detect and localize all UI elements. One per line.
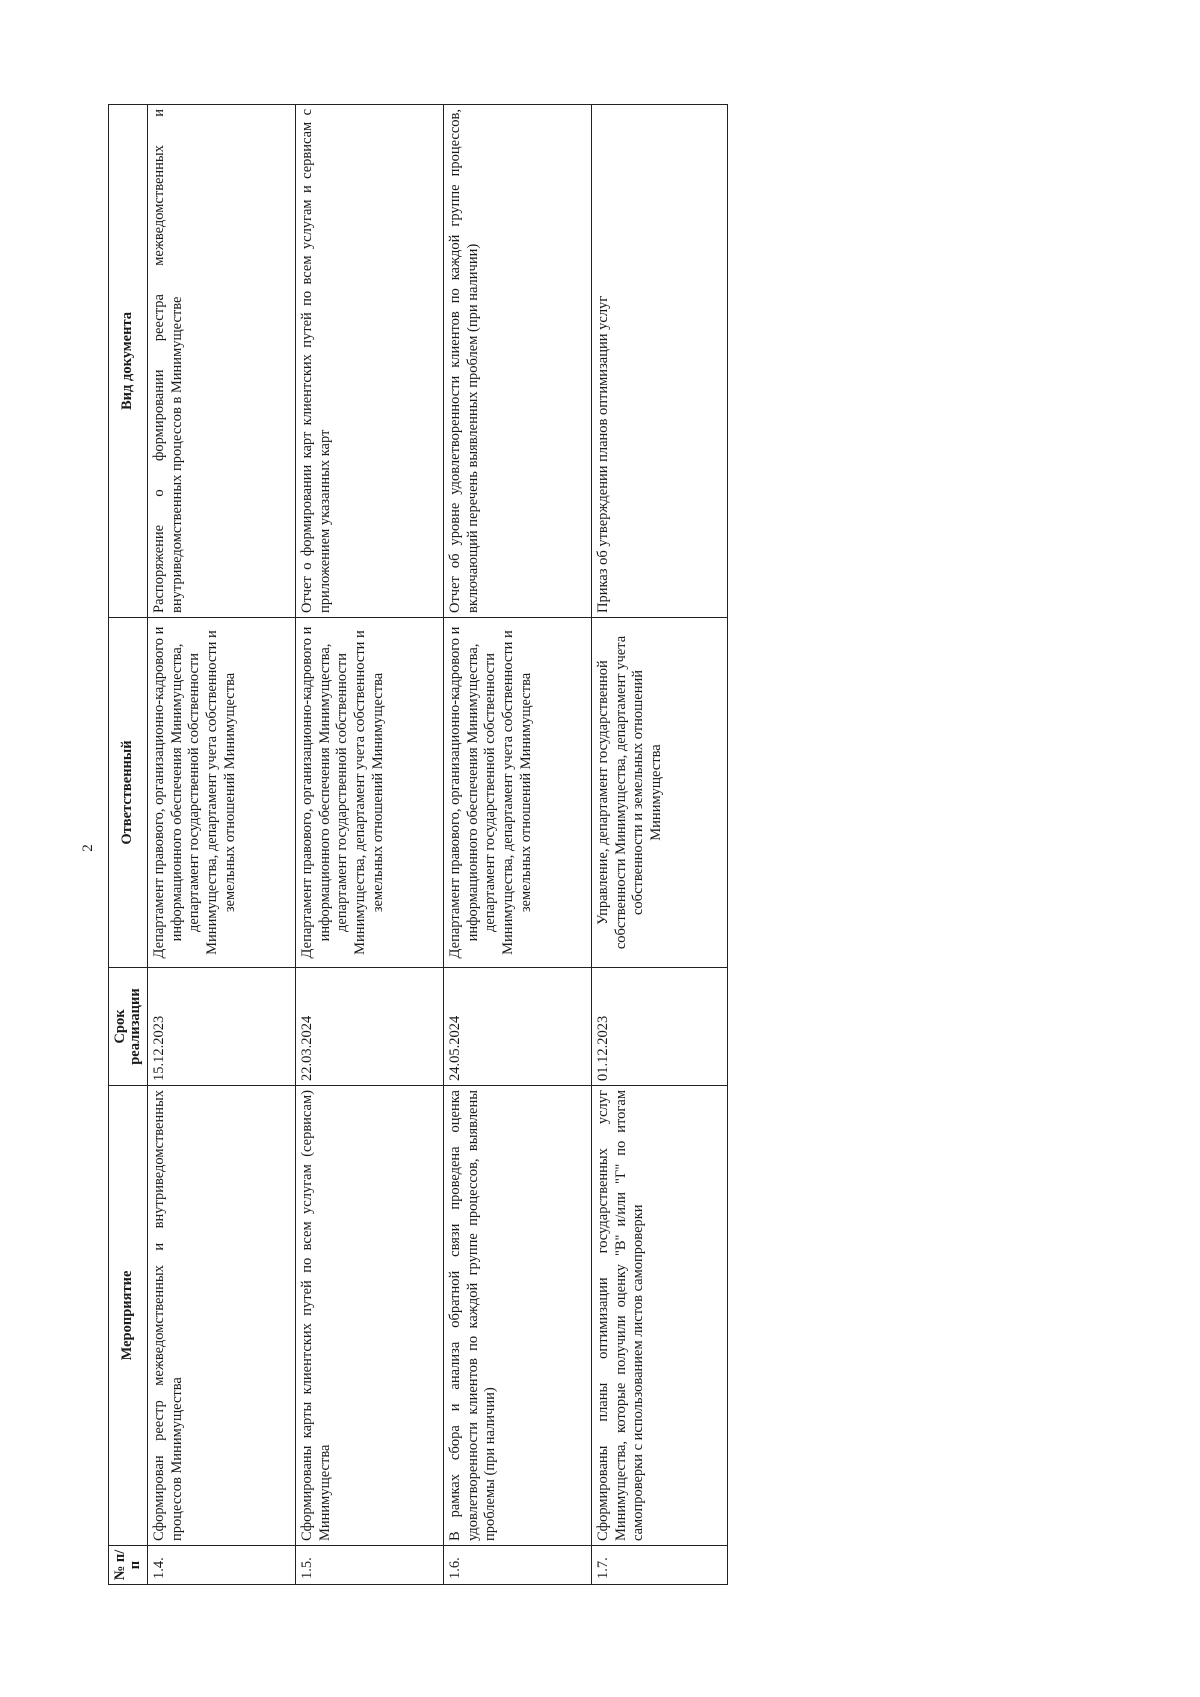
row-responsible: Департамент правового, организационно-кадрового и информационного обеспечения Минимущества, департамент государственной собственности Минимущества, департамент учета собственности и земельных отношений Минимущества bbox=[148, 618, 296, 968]
row-deadline: 22.03.2024 bbox=[296, 968, 444, 1086]
table-row bbox=[148, 105, 296, 1585]
row-event: В рамках сбора и анализа обратной связи проведена оценка удовлетворенности клиентов по каждой группе процессов, выявлены проблемы (при наличии) bbox=[444, 1086, 592, 1546]
page-number: 2 bbox=[80, 844, 96, 852]
row-responsible: Управление, департамент государственной собственности Минимущества, департамент учета собственности и земельных отношений Минимущества bbox=[592, 618, 728, 968]
row-doc-type: Приказ об утверждении планов оптимизации услуг bbox=[592, 105, 728, 618]
table-row bbox=[444, 105, 592, 1585]
row-number: 1.6. bbox=[444, 1546, 592, 1585]
row-doc-type: Отчет о формировании карт клиентских путей по всем услугам и сервисам с приложением указанных карт bbox=[296, 105, 444, 618]
row-deadline: 24.05.2024 bbox=[444, 968, 592, 1086]
row-event: Сформированы планы оптимизации государственных услуг Минимущества, которые получили оценку "В" и/или "Г" по итогам самопроверки с использованием листов самопроверки bbox=[592, 1086, 728, 1546]
header-responsible: Ответственный bbox=[109, 618, 148, 968]
header-doc-type: Вид документа bbox=[109, 105, 148, 618]
row-number: 1.7. bbox=[592, 1546, 728, 1585]
row-number: 1.5. bbox=[296, 1546, 444, 1585]
table-header-row bbox=[109, 105, 148, 1585]
table-row bbox=[592, 105, 728, 1585]
row-responsible: Департамент правового, организационно-кадрового и информационного обеспечения Минимущества, департамент государственной собственности Минимущества, департамент учета собственности и земельных отношений Минимущества bbox=[296, 618, 444, 968]
action-plan-table bbox=[108, 104, 728, 1585]
header-deadline: Срок реализации bbox=[109, 968, 148, 1086]
row-number: 1.4. bbox=[148, 1546, 296, 1585]
row-deadline: 15.12.2023 bbox=[148, 968, 296, 1086]
table-row bbox=[296, 105, 444, 1585]
row-doc-type: Отчет об уровне удовлетворенности клиентов по каждой группе процессов, включающий перечень выявленных проблем (при наличии) bbox=[444, 105, 592, 618]
header-event: Мероприятие bbox=[109, 1086, 148, 1546]
row-doc-type: Распоряжение о формировании реестра межведомственных и внутриведомственных процессов в Минимуществе bbox=[148, 105, 296, 618]
rotated-table-container bbox=[108, 105, 724, 1585]
row-responsible: Департамент правового, организационно-кадрового и информационного обеспечения Минимущества, департамент государственной собственности Минимущества, департамент учета собственности и земельных отношений Минимущества bbox=[444, 618, 592, 968]
header-num: № п/п bbox=[109, 1546, 148, 1585]
row-event: Сформированы карты клиентских путей по всем услугам (сервисам) Минимущества bbox=[296, 1086, 444, 1546]
row-event: Сформирован реестр межведомственных и внутриведомственных процессов Минимущества bbox=[148, 1086, 296, 1546]
row-deadline: 01.12.2023 bbox=[592, 968, 728, 1086]
